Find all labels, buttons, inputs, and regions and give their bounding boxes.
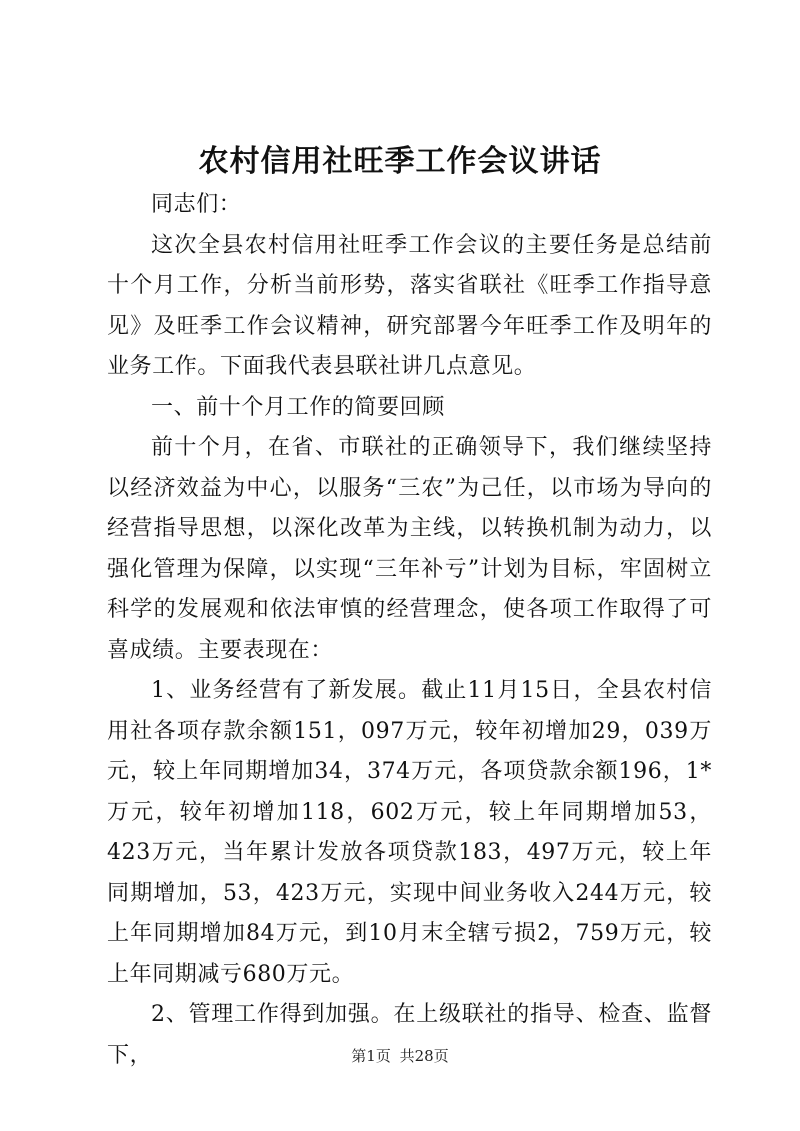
page-footer bbox=[0, 1046, 800, 1066]
salutation: 同志们： bbox=[151, 192, 242, 217]
paragraph-business: 1、业务经营有了新发展。截止11月15日，全县农村信用社各项存款余额151，097万元，较年初增加29，039万元，较上年同期增加34，374万元，各项贷款余额196，1*万元，较年初增加118，602万元，较上年同期增加53，423万元，当年累计发放各项贷款183，497万元，较上年同期增加，53，423万元，实现中间业务收入244万元，较上年同期增加84万元，到10月末全辖亏损2，759万元，较上年同期减亏680万元。 bbox=[107, 678, 712, 987]
paragraph-review: 前十个月，在省、市联社的正确领导下，我们继续坚持以经济效益为中心，以服务“三农”为己任，以市场为导向的经营指导思想，以深化改革为主线，以转换机制为动力，以强化管理为保障，以实现“三年补亏”计划为目标，牢固树立科学的发展观和依法审慎的经营理念，使各项工作取得了可喜成绩。主要表现在： bbox=[107, 435, 712, 663]
document-title: 农村信用社旺季工作会议讲话 bbox=[198, 144, 602, 179]
section-heading: 一、前十个月工作的简要回顾 bbox=[151, 394, 445, 420]
document-body bbox=[107, 185, 712, 1076]
page-total: 共28页 bbox=[399, 1047, 449, 1065]
paragraph-intro: 这次全县农村信用社旺季工作会议的主要任务是总结前十个月工作，分析当前形势，落实省联社《旺季工作指导意见》及旺季工作会议精神，研究部署今年旺季工作及明年的业务工作。下面我代表县联社讲几点意见。 bbox=[107, 232, 712, 379]
paragraph-management: 2、管理工作得到加强。在上级联社的指导、检查、监督下， bbox=[107, 1002, 712, 1068]
page-number: 第1页 bbox=[351, 1047, 391, 1065]
